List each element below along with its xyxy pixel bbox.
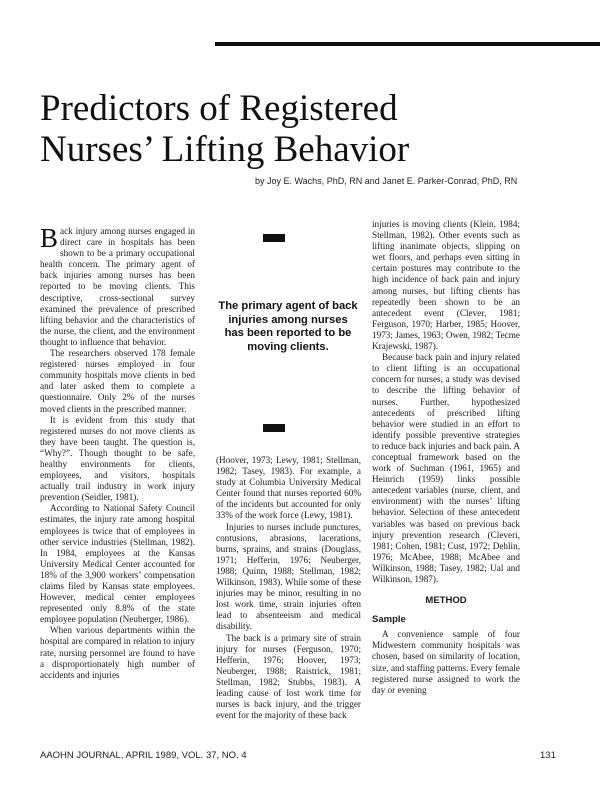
article-title [40, 88, 560, 170]
journal-footer: AAOHN JOURNAL, APRIL 1989, VOL. 37, NO. 4 [40, 750, 247, 761]
paragraph: The back is a primary site of strain injury for nurses (Ferguson, 1970; Hefferin, 1976; Hoover, 1973; Neuberger, 1988; Raistrick, 1981; Stellman, 1982; Stubbs, 1983). A leading cause of lost work time for nurses is back injury, and the trigger event for the majority of these back [216, 632, 361, 721]
paragraph: When various departments within the hospital are compared in relation to injury rate, nursing personnel are found to have a disproportionately high number of accidents and injuries [40, 625, 195, 680]
paragraph: injuries is moving clients (Klein, 1984; Stellman, 1982). Other events such as lifting inanimate objects, slipping on wet floors, and perhaps even sitting in certain postures may contribute to the high incidence of back pain and injury among nurses, but lifting clients has repeatedly been shown to be an antecedent event (Clever, 1981; Ferguson, 1970; Harber, 1985; Hoover, 1973; James, 1963; Owen, 1982; Tecme Krajewski, 1987). [372, 219, 520, 352]
drop-cap: B [40, 223, 59, 253]
pullquote: The primary agent of back injuries among nurses has been reported to be moving clients. [218, 300, 358, 353]
pullquote-bar-top [263, 234, 285, 242]
paragraph: The researchers observed 178 female registered nurses employed in four community hospitals move clients in bed and later asked them to complete a questionnaire. Only 2% of the nurses moved clients in the prescribed manner. [40, 348, 195, 414]
section-heading-method: METHOD [425, 595, 467, 607]
paragraph: (Hoover, 1973; Lewy, 1981; Stellman, 1982; Tasey, 1983). For example, a study at Columbia University Medical Center found that nurses reported 60% of the incidents but accounted for only 33% of the work force (Lewy, 1981). [216, 455, 361, 521]
title-line-2: Nurses’ Lifting Behavior [40, 129, 410, 170]
page-number: 131 [540, 750, 556, 761]
column-3 [372, 219, 520, 696]
paragraph: Because back pain and injury related to client lifting is an occupational concern for nurses, a study was devised to describe the lifting behavior of nurses. Further, hypothesized antecedents of prescribed lifting behavior were studied in an effort to identify possible preventive strategies to reduce back injuries and back pain. A conceptual framework based on the work of Suchman (1961, 1965) and Heinrich (1959) links possible antecedent variables (nurse, client, and environment) with the nurses’ lifting behavior. Selection of these antecedent variables was based on previous back injury prevention research (Cleveri, 1981; Cohen, 1981; Cust, 1972; Dehlin, 1976; McAbee, 1988; McAbee and Wilkinson, 1988; Tasey, 1982; Ual and Wilkinson, 1987). [372, 352, 520, 584]
subheading-sample: Sample [372, 614, 406, 626]
column-2 [216, 455, 361, 721]
byline: by Joy E. Wachs, PhD, RN and Janet E. Parker-Conrad, PhD, RN [255, 176, 518, 186]
paragraph: It is evident from this study that registered nurses do not move clients as they have been taught. The question is, “Why?”. Though thought to be safe, healthy environments for clients, employees, and visitors, hospitals actually trail industry in work injury prevention (Seidler, 1981). [40, 414, 195, 503]
paragraph: Injuries to nurses include punctures, contusions, abrasions, lacerations, burns, sprains, and strains (Douglass, 1971; Hefferin, 1976; Neuberger, 1988; Quinn, 1988; Stellman, 1982; Wilkinson, 1983). While some of these injuries may be minor, resulting in no lost work time, strain injuries often lead to absenteeism and medical disability. [216, 521, 361, 632]
intro-paragraph [40, 223, 195, 348]
column-1 [40, 223, 195, 681]
top-rule [215, 42, 600, 46]
intro-text: ack injury among nurses engaged in direct care in hospitals has been shown to be a primary occupational health concern. The primary agent of back injuries among nurses has been reported to be moving clients. This descriptive, cross-sectional survey examined the prevalence of prescribed lifting behavior and the characteristics of the nurse, the client, and the environment thought to influence that behavior. [40, 226, 195, 347]
paragraph: According to National Safety Council estimates, the injury rate among hospital employees is twice that of employees in other service industries (Stellman, 1982). In 1984, employees at the Kansas University Medical Center accounted for 18% of the 3,900 workers’ compensation claims filed by Kansas state employees. However, medical center employees represented only 8.8% of the state employee population (Neuberger, 1986). [40, 503, 195, 625]
paragraph: A convenience sample of four Midwestern community hospitals was chosen, based on similarity of location, size, and staffing patterns. Every female registered nurse assigned to work the day or evening [372, 629, 520, 695]
title-line-1: Predictors of Registered [40, 88, 398, 129]
pullquote-bar-bottom [263, 424, 285, 432]
